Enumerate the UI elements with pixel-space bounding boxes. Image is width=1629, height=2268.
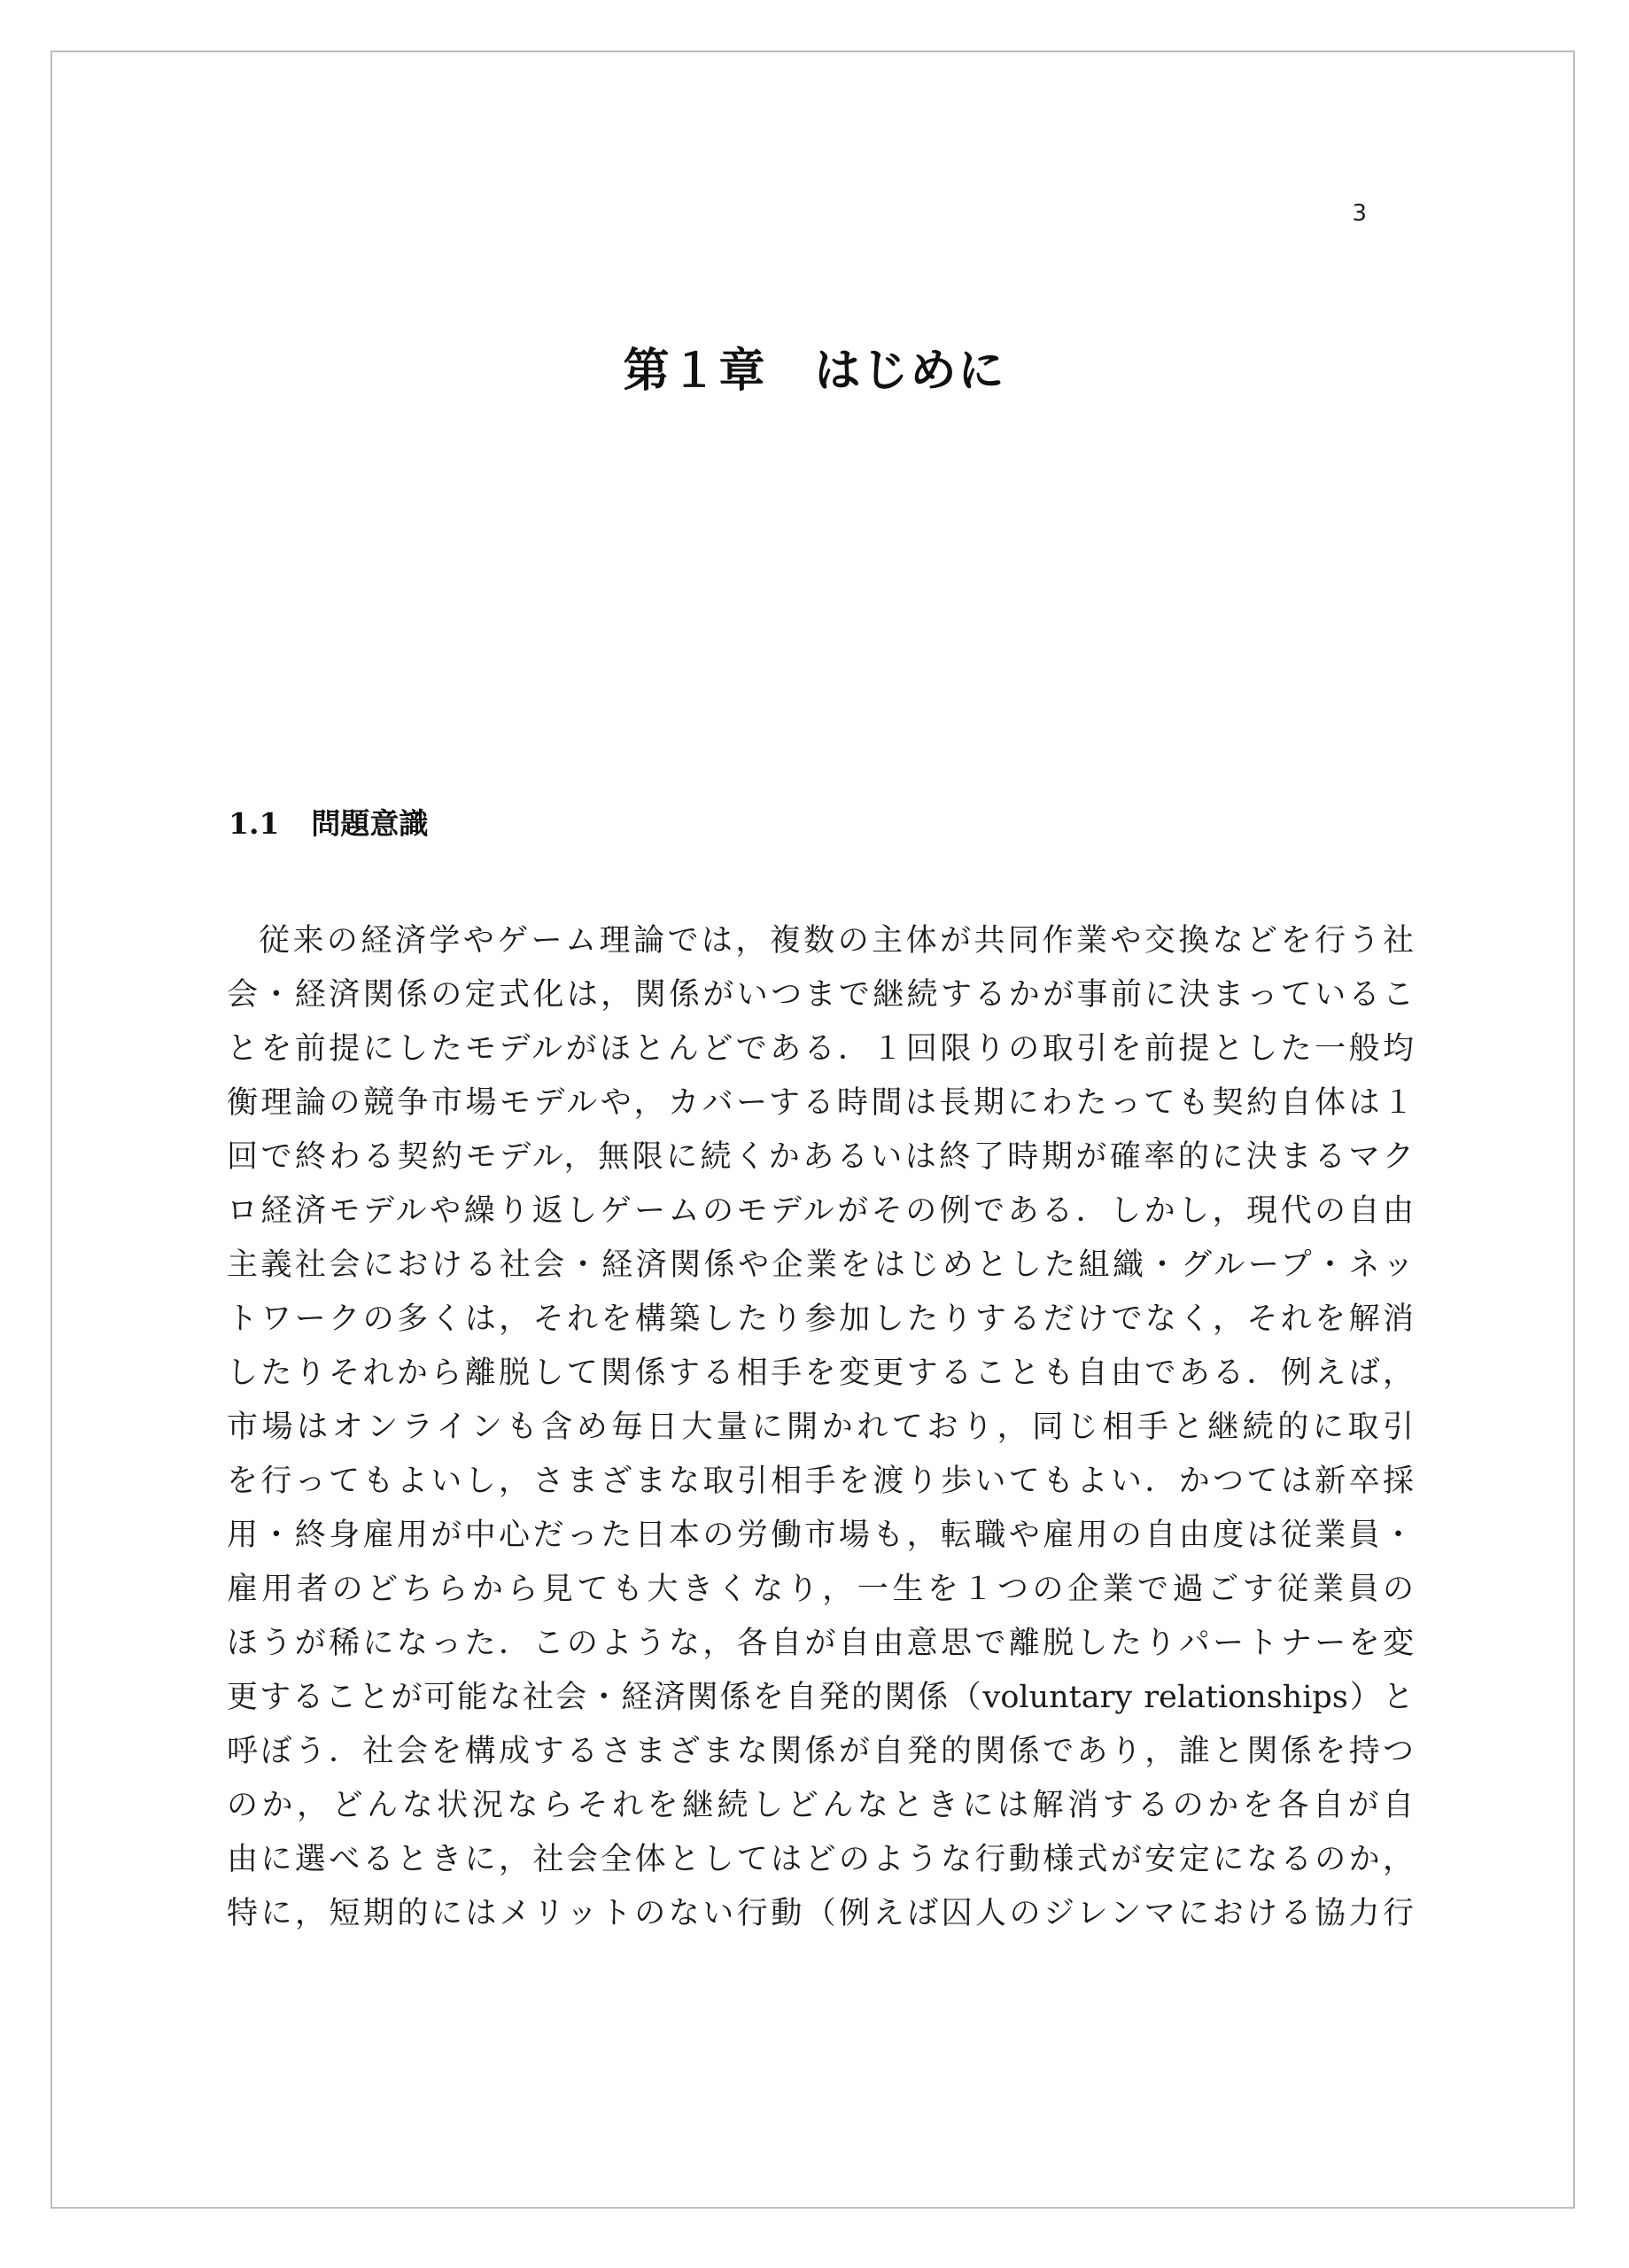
text-line: 市場はオンラインも含め毎日大量に開かれており，同じ相手と継続的に取引 <box>227 1410 1415 1445</box>
section-heading <box>229 806 428 842</box>
section-number: 1.1 <box>229 806 280 841</box>
section-title: 問題意識 <box>311 806 429 841</box>
text-line: したりそれから離脱して関係する相手を変更することも自由である．例えば， <box>227 1355 1414 1391</box>
text-line: 衡理論の競争市場モデルや，カバーする時間は長期にわたっても契約自体は１ <box>227 1085 1414 1121</box>
text-line: 雇用者のどちらから見ても大きくなり，一生を１つの企業で過ごす従業員の <box>227 1572 1414 1607</box>
text-line: トワークの多くは，それを構築したり参加したりするだけでなく，それを解消 <box>227 1301 1414 1337</box>
chapter-title: 第１章 はじめに <box>623 344 1006 398</box>
line-segment: 更することが可能な社会・経済関係を <box>227 1680 786 1715</box>
text-line: を行ってもよいし，さまざまな取引相手を渡り歩いてもよい．かつては新卒採 <box>227 1464 1414 1499</box>
text-line: 由に選べるときに，社会全体としてはどのような行動様式が安定になるのか， <box>227 1842 1414 1877</box>
page-number: 3 <box>1352 200 1367 227</box>
text-line: のか，どんな状況ならそれを継続しどんなときには解消するのかを各自が自 <box>227 1788 1414 1823</box>
text-line: 主義社会における社会・経済関係や企業をはじめとした組織・グループ・ネッ <box>227 1247 1414 1283</box>
text-line: 用・終身雇用が中心だった日本の労働市場も，転職や雇用の自由度は従業員・ <box>227 1518 1414 1553</box>
text-line: 呼ぼう．社会を構成するさまざまな関係が自発的関係であり，誰と関係を持つ <box>227 1734 1414 1769</box>
text-line: 特に，短期的にはメリットのない行動（例えば囚人のジレンマにおける協力行 <box>227 1896 1414 1931</box>
text-line-with-term <box>227 1671 1414 1725</box>
line-segment: （voluntary relationships）と <box>950 1680 1414 1715</box>
text-line: ロ経済モデルや繰り返しゲームのモデルがその例である．しかし，現代の自由 <box>227 1193 1414 1229</box>
text-line: 会・経済関係の定式化は，関係がいつまで継続するかが事前に決まっているこ <box>227 977 1414 1013</box>
body-paragraph <box>227 914 1414 1941</box>
emphasized-term: 自発的関係 <box>785 1680 950 1715</box>
text-line: ほうが稀になった．このような，各自が自由意思で離脱したりパートナーを変 <box>227 1626 1414 1661</box>
text-line: 回で終わる契約モデル，無限に続くかあるいは終了時期が確率的に決まるマク <box>227 1139 1414 1175</box>
text-line: とを前提にしたモデルがほとんどである．１回限りの取引を前提とした一般均 <box>227 1031 1414 1067</box>
text-line: 従来の経済学やゲーム理論では，複数の主体が共同作業や交換などを行う社 <box>259 923 1414 959</box>
